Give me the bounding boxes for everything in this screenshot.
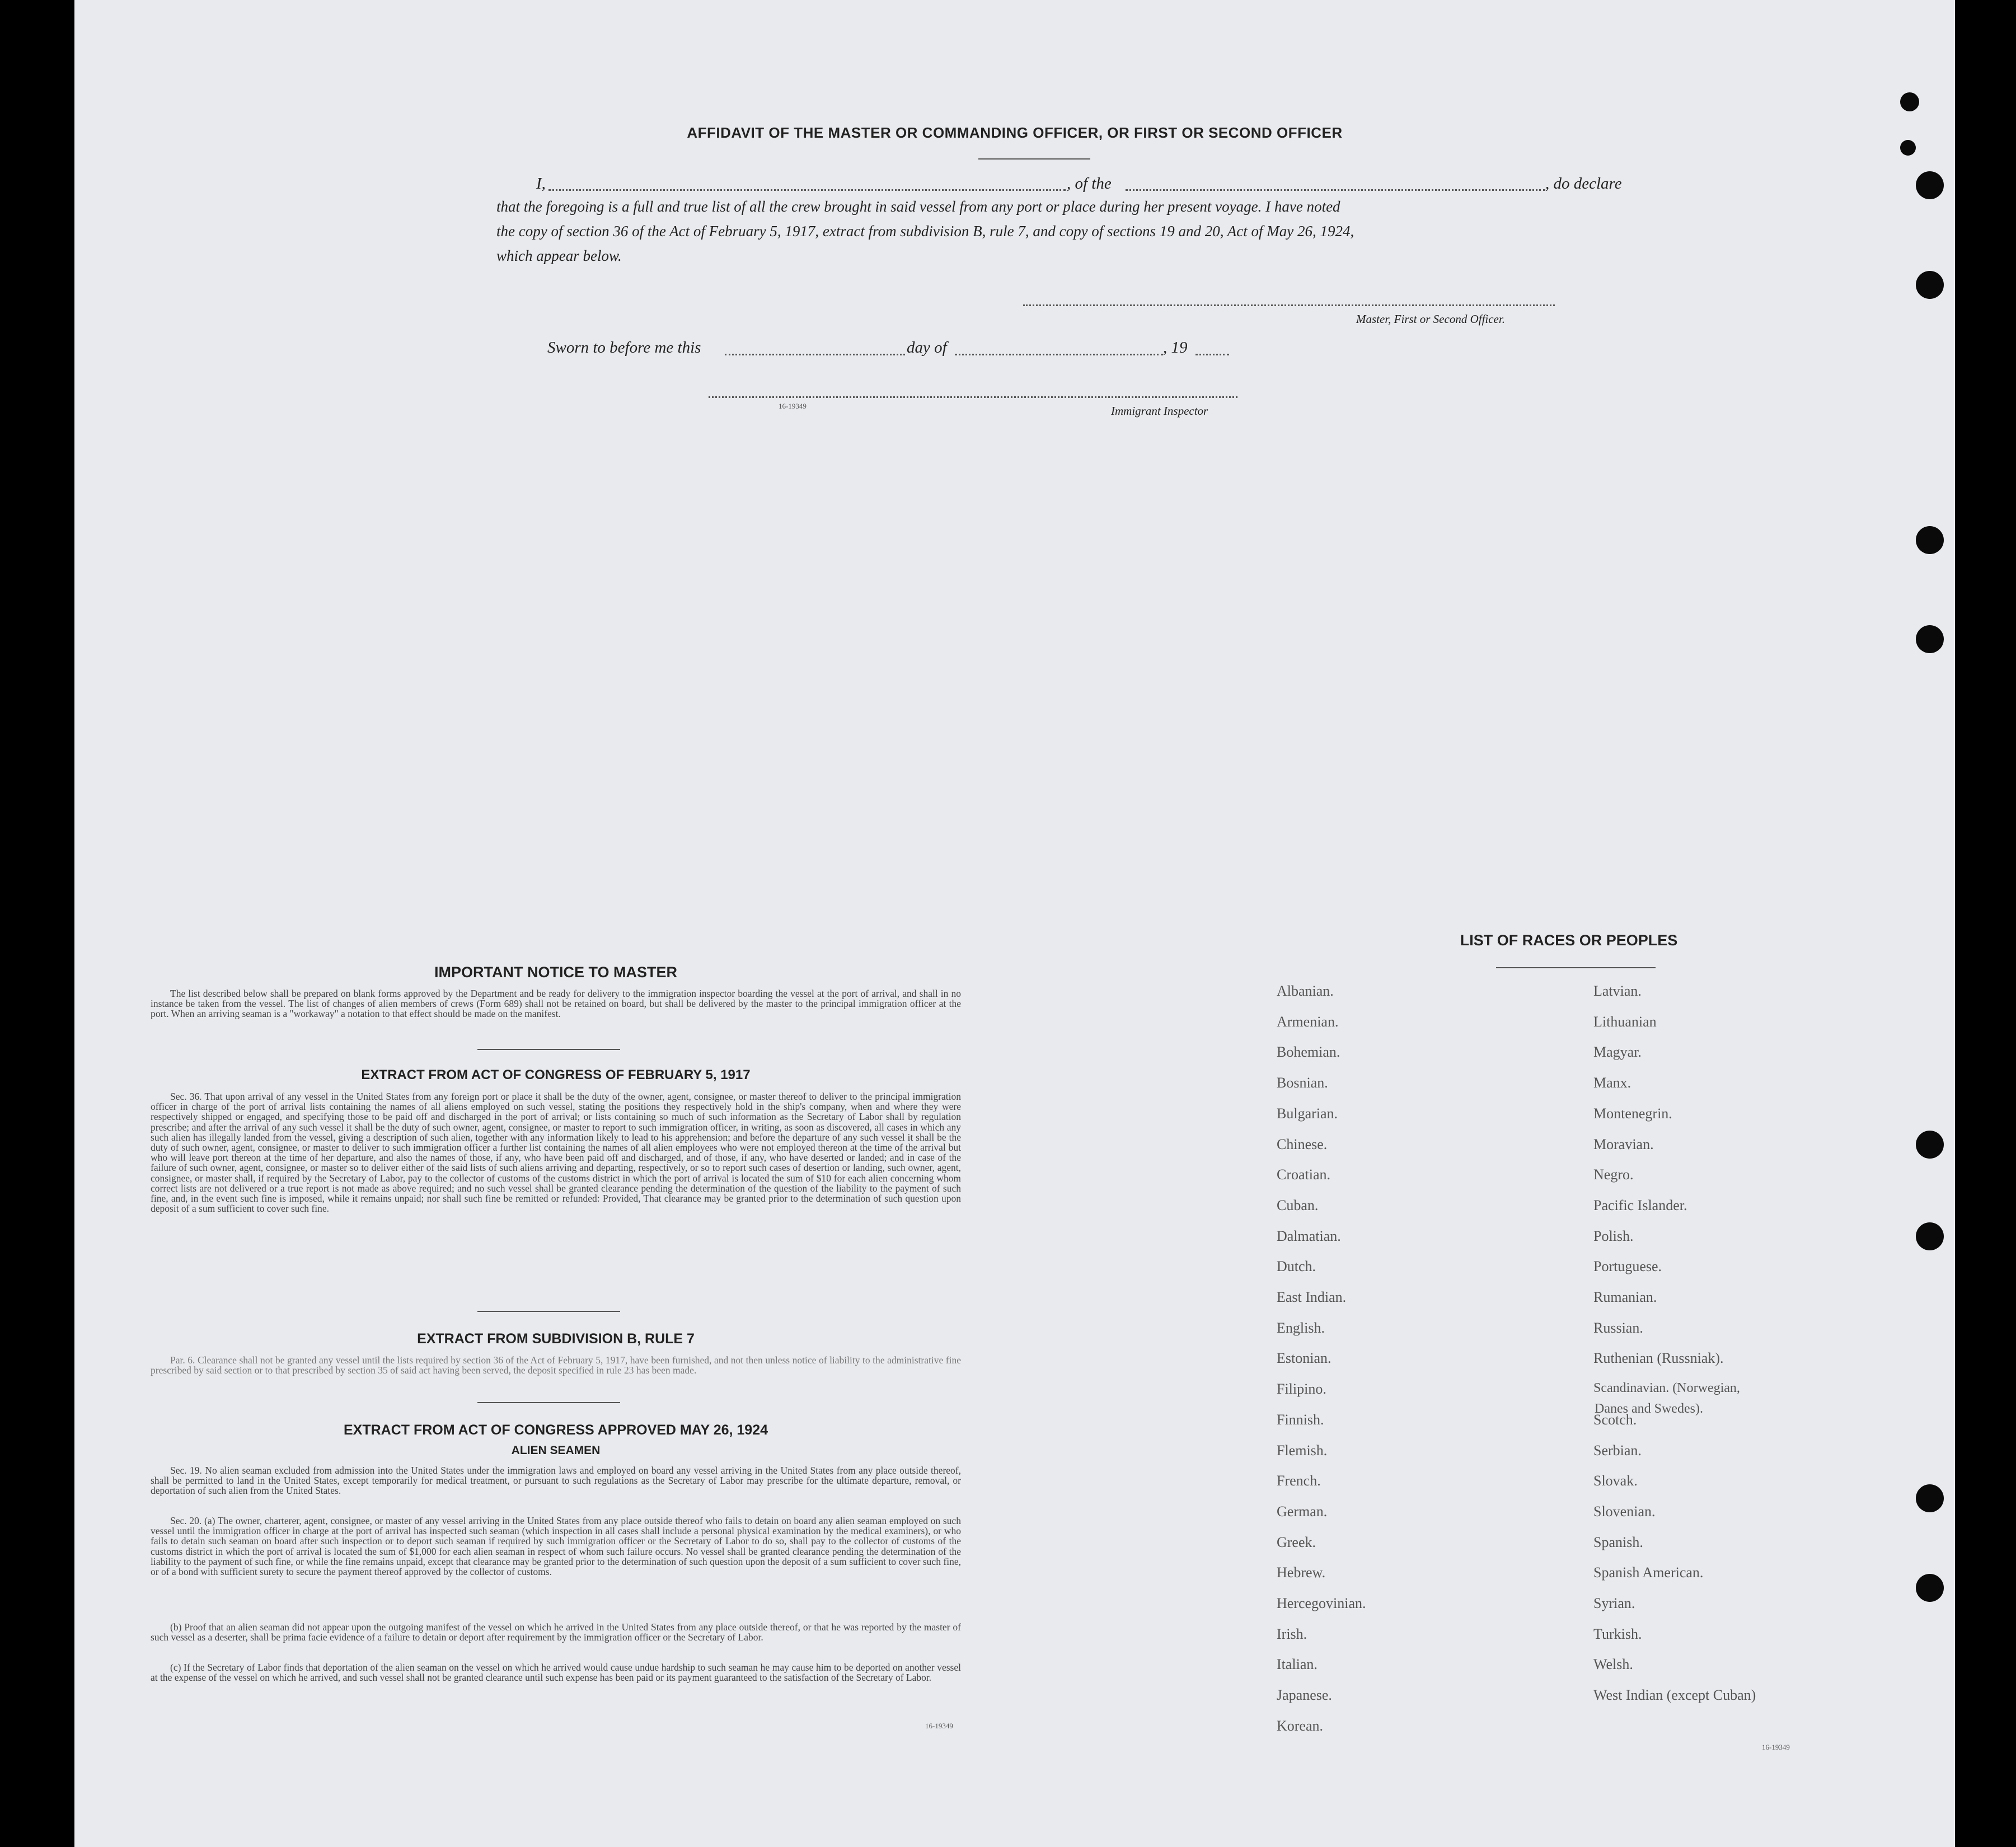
sworn-month-line <box>955 354 1163 355</box>
punch-hole <box>1916 1131 1944 1159</box>
race-item: Japanese. <box>1277 1687 1332 1704</box>
race-item: Magyar. <box>1593 1044 1642 1061</box>
race-item: Syrian. <box>1593 1595 1635 1611</box>
race-item: Slovenian. <box>1593 1503 1656 1520</box>
form-number: 16-19349 <box>779 402 807 410</box>
punch-hole <box>1916 171 1944 199</box>
extract-1924-title: EXTRACT FROM ACT OF CONGRESS APPROVED MAY 26, 1924 <box>343 1422 768 1438</box>
race-item: Negro. <box>1593 1166 1634 1183</box>
declare-end: , do declare <box>1545 175 1622 193</box>
declare-of-the: , of the <box>1067 175 1112 193</box>
punch-hole <box>1900 92 1919 111</box>
extract-1917-title: EXTRACT FROM ACT OF CONGRESS OF FEBRUARY 5, 1917 <box>361 1067 751 1082</box>
punch-hole <box>1916 625 1944 653</box>
race-item: Slovak. <box>1593 1473 1638 1489</box>
race-item: Finnish. <box>1277 1411 1324 1428</box>
races-title: LIST OF RACES OR PEOPLES <box>1460 932 1678 949</box>
race-item: Korean. <box>1277 1717 1324 1734</box>
extract-1924-sec19: Sec. 19. No alien seaman excluded from admission into the United States under the immigration laws and employed on board any vessel arriving in the United States from any place outside thereof, shall be permitted to land in the United States, except temporarily for medical treatment, or pursuant to such regulations as the Secretary of Labor may prescribe for the ultimate departure, removal, or deportation of such alien from the United States. <box>151 1465 961 1497</box>
race-item: Armenian. <box>1277 1013 1339 1030</box>
race-item: Hercegovinian. <box>1277 1595 1366 1611</box>
sworn-day-line <box>725 354 905 355</box>
race-item: Italian. <box>1277 1656 1318 1673</box>
race-item: Ruthenian (Russniak). <box>1593 1350 1724 1367</box>
affidavit-body-line-2: the copy of section 36 of the Act of February 5, 1917, extract from subdivision B, rule 7, and copy of sections 19 and 20, Act of May 26, 1924, <box>496 223 1354 240</box>
declare-i: I, <box>536 175 546 193</box>
title-rule <box>978 158 1090 160</box>
races-title-rule <box>1496 967 1656 968</box>
section-rule <box>477 1402 620 1403</box>
affidavit-title: AFFIDAVIT OF THE MASTER OR COMMANDING OFFICER, OR FIRST OR SECOND OFFICER <box>687 124 1343 141</box>
vessel-line <box>1126 189 1545 191</box>
section-rule <box>477 1049 620 1050</box>
race-item: Bohemian. <box>1277 1044 1340 1061</box>
punch-hole <box>1916 1574 1944 1602</box>
race-item-continuation: Danes and Swedes). <box>1595 1401 1703 1416</box>
alien-seamen-subtitle: ALIEN SEAMEN <box>511 1444 601 1457</box>
punch-hole <box>1916 271 1944 299</box>
signature-line <box>1023 304 1555 306</box>
extract-1924-sec20c: (c) If the Secretary of Labor finds that deportation of the alien seaman on the vessel on which he arrived would cause undue hardship to such seaman he may cause him to be deported on another vessel at the expense of the vessel on which he arrived, and such vessel shall not be granted clearance until such expense has been paid or its payment guaranteed to the satisfaction of the Secretary of Labor. <box>151 1662 961 1684</box>
race-item: Chinese. <box>1277 1136 1328 1152</box>
race-item: Filipino. <box>1277 1381 1326 1398</box>
race-item: Scandinavian. (Norwegian, <box>1593 1381 1740 1396</box>
race-item: Cuban. <box>1277 1197 1319 1213</box>
race-item: English. <box>1277 1319 1325 1336</box>
race-item: Spanish. <box>1593 1534 1643 1550</box>
race-item: Spanish American. <box>1593 1564 1704 1581</box>
punch-hole <box>1900 140 1916 156</box>
notice-body: The list described below shall be prepared on blank forms approved by the Department and be ready for delivery to the immigration inspector boarding the vessel at the port of arrival, and shall in no instance be taken from the vessel. The list of changes of alien members of crews (Form 689) shall not be retained on board, but shall be delivered by the master to the principal immigration officer at the port. When an arriving seaman is a "workaway" a notation to that effect should be made on the manifest. <box>151 988 961 1020</box>
race-item: Portuguese. <box>1593 1258 1662 1275</box>
sworn-year-line <box>1195 354 1229 355</box>
punch-hole <box>1916 1484 1944 1512</box>
race-item: Polish. <box>1593 1227 1634 1244</box>
punch-hole <box>1916 1222 1944 1250</box>
race-item: Scotch. <box>1593 1411 1637 1428</box>
signer-label: Master, First or Second Officer. <box>1356 312 1505 326</box>
race-item: Estonian. <box>1277 1350 1332 1367</box>
notice-title: IMPORTANT NOTICE TO MASTER <box>434 964 677 981</box>
race-item: Manx. <box>1593 1075 1631 1091</box>
race-item: Lithuanian <box>1593 1013 1657 1030</box>
race-item: West Indian (except Cuban) <box>1593 1687 1756 1704</box>
race-item: Irish. <box>1277 1625 1307 1642</box>
race-item: Dutch. <box>1277 1258 1316 1275</box>
race-item: Turkish. <box>1593 1625 1642 1642</box>
extract-rule7-body: Par. 6. Clearance shall not be granted any vessel until the lists required by section 36 of the Act of February 5, 1917, have been furnished, and not then unless notice of liability to the administrative fine prescribed by said section or to that prescribed by section 35 of said act having been served, the deposit specified in rule 23 has been made. <box>151 1354 961 1376</box>
race-item: German. <box>1277 1503 1328 1520</box>
form-number: 16-19349 <box>1762 1743 1790 1751</box>
race-item: French. <box>1277 1473 1321 1489</box>
race-item: Albanian. <box>1277 983 1334 999</box>
document-sheet <box>74 0 1955 1847</box>
race-item: Rumanian. <box>1593 1289 1657 1305</box>
sworn-year: , 19 <box>1163 339 1188 357</box>
race-item: Bosnian. <box>1277 1075 1328 1091</box>
form-number: 16-19349 <box>925 1722 953 1730</box>
race-item: East Indian. <box>1277 1289 1347 1305</box>
name-line <box>548 189 1066 191</box>
sworn-day-of: day of <box>907 339 947 357</box>
affidavit-body-line-1: that the foregoing is a full and true list of all the crew brought in said vessel from any port or place during her present voyage. I have noted <box>496 198 1340 215</box>
race-item: Dalmatian. <box>1277 1227 1341 1244</box>
inspector-signature-line <box>709 396 1237 398</box>
race-item: Serbian. <box>1593 1442 1642 1459</box>
race-item: Croatian. <box>1277 1166 1331 1183</box>
race-item: Welsh. <box>1593 1656 1633 1673</box>
punch-hole <box>1916 526 1944 554</box>
race-item: Montenegrin. <box>1593 1105 1672 1122</box>
race-item: Bulgarian. <box>1277 1105 1338 1122</box>
race-item: Hebrew. <box>1277 1564 1326 1581</box>
inspector-label: Immigrant Inspector <box>1111 404 1208 418</box>
extract-1924-sec20a: Sec. 20. (a) The owner, charterer, agent, consignee, or master of any vessel arriving in the United States from any place outside thereof who fails to detain on board any alien seaman employed on such vessel until the immigration officer in charge at the port of arrival has inspected such seaman (which inspection in all cases shall include a personal physical examination by the medical examiners), or who fails to detain such seaman on board after such inspection or to deport such seaman if required by such immigration officer or the Secretary of Labor to do so, shall pay to the collector of customs of the customs district in which the port of arrival is located the sum of $1,000 for each alien seaman in respect of whom such failure occurs. No vessel shall be granted clearance pending the determination of the liability to the payment of such fine, or while the fine remains unpaid, except that clearance may be granted prior to the determination of such question upon the deposit of a sum sufficient to cover such fine, or of a bond with sufficient surety to secure the payment thereof approved by the collector of customs. <box>151 1515 961 1578</box>
extract-1924-sec20b: (b) Proof that an alien seaman did not appear upon the outgoing manifest of the vessel on which he arrived in the United States from any place outside thereof, or that he was reported by the master of such vessel as a deserter, shall be prima facie evidence of a failure to detain or deport after requirement by the immigration officer or the Secretary of Labor. <box>151 1621 961 1643</box>
extract-rule7-title: EXTRACT FROM SUBDIVISION B, RULE 7 <box>417 1331 695 1347</box>
race-item: Moravian. <box>1593 1136 1654 1152</box>
extract-1917-body: Sec. 36. That upon arrival of any vessel in the United States from any foreign port or place it shall be the duty of the owner, agent, consignee, or master thereof to deliver to the principal immigration officer in charge of the port of arrival lists containing the names of all aliens employed on such vessel, stating the positions they respectively hold in the ship's company, when and where they were respectively shipped or engaged, and specifying those to be paid off and discharged in the port of arrival; or lists containing so much of such information as the Secretary of Labor shall by regulation prescribe; and after the arrival of any such vessel it shall be the duty of such owner, agent, consignee, or master to report to such immigration officer, in writing, as soon as discovered, all cases in which any such alien has illegally landed from the vessel, giving a description of such alien, together with any information likely to lead to his apprehension; and before the departure of any such vessel it shall be the duty of such owner, agent, consignee, or master to deliver to such immigration officer a further list containing the names of all alien employees who were not employed thereon at the time of the arrival but who will leave port thereon at the time of her departure, and also the names of those, if any, who have been paid off and discharged, and of those, if any, who have deserted or landed; and in case of the failure of such owner, agent, consignee, or master so to deliver either of the said lists of such aliens arriving and departing, respectively, or so to report such cases of desertion or landing, such owner, agent, consignee, or master shall, if required by the Secretary of Labor, pay to the collector of customs of the customs district in which the port of arrival is located the sum of $10 for each alien concerning whom correct lists are not delivered or a true report is not made as above required; and no such vessel shall be granted clearance pending the determination of the question of the liability to the payment of such fine, and, in the event such fine is imposed, while it remains unpaid; nor shall such fine be remitted or refunded: Provided, That clearance may be granted prior to the determination of such question upon deposit of a sum sufficient to cover such fine. <box>151 1091 961 1215</box>
sworn-prefix: Sworn to before me this <box>547 339 701 357</box>
race-item: Latvian. <box>1593 983 1642 999</box>
affidavit-body-line-3: which appear below. <box>496 247 622 264</box>
section-rule <box>477 1311 620 1312</box>
race-item: Russian. <box>1593 1319 1643 1336</box>
race-item: Greek. <box>1277 1534 1316 1550</box>
race-item: Pacific Islander. <box>1593 1197 1687 1213</box>
race-item: Flemish. <box>1277 1442 1328 1459</box>
